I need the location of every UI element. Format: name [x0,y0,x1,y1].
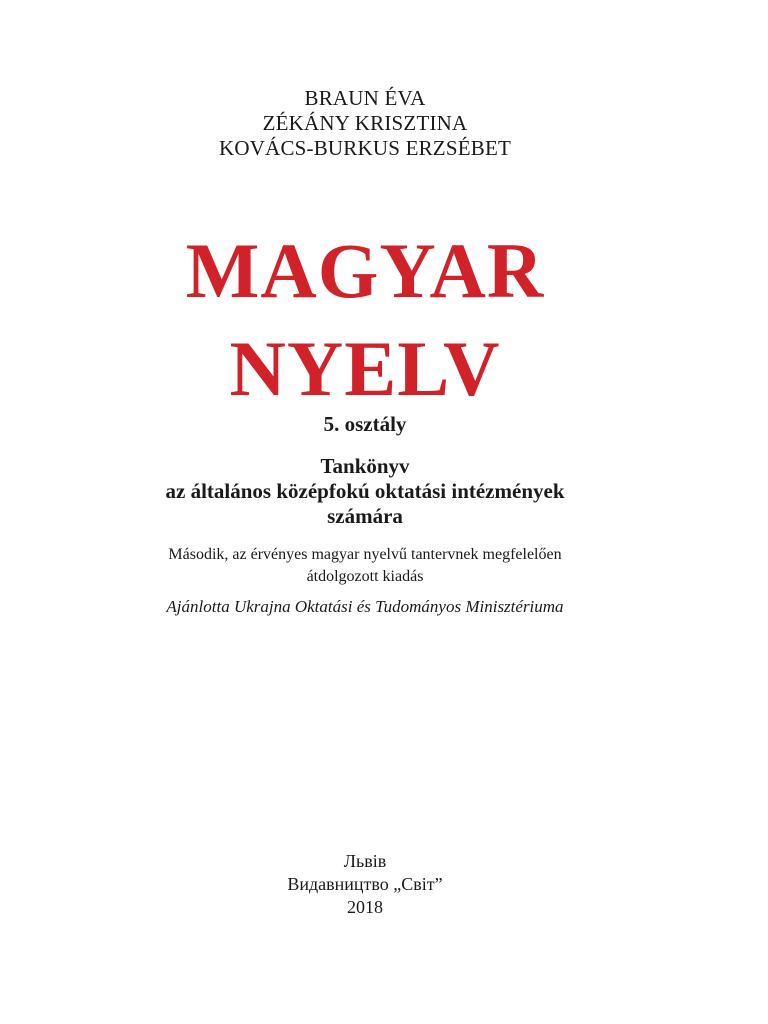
author-name: ZÉKÁNY KRISZTINA [262,111,468,135]
edition-note [0,544,730,588]
book-title-line: NYELV [229,325,501,412]
book-subtitle [0,454,730,529]
publisher-city: Львів [343,851,387,871]
publisher-name: Видавництво „Світ” [287,874,443,894]
ministry-recommendation: Ajánlotta Ukrajna Oktatási és Tudományos Minisztériuma [166,597,564,616]
grade-level: 5. osztály [323,412,407,436]
author-name: KOVÁCS-BURKUS ERZSÉBET [218,136,511,160]
subtitle-line: az általános középfokú oktatási intézmények [165,479,565,503]
edition-line: átdolgozott kiadás [306,568,424,585]
edition-line: Második, az érvényes magyar nyelvű tantervnek megfelelően [168,546,562,563]
publisher-info [0,850,730,919]
author-list [0,86,730,161]
author-name: BRAUN ÉVA [304,86,426,110]
subtitle-line: Tankönyv [320,454,410,478]
publication-year: 2018 [347,897,383,917]
book-title-line: MAGYAR [185,227,545,314]
subtitle-line: számára [327,504,403,528]
book-title [0,222,730,418]
